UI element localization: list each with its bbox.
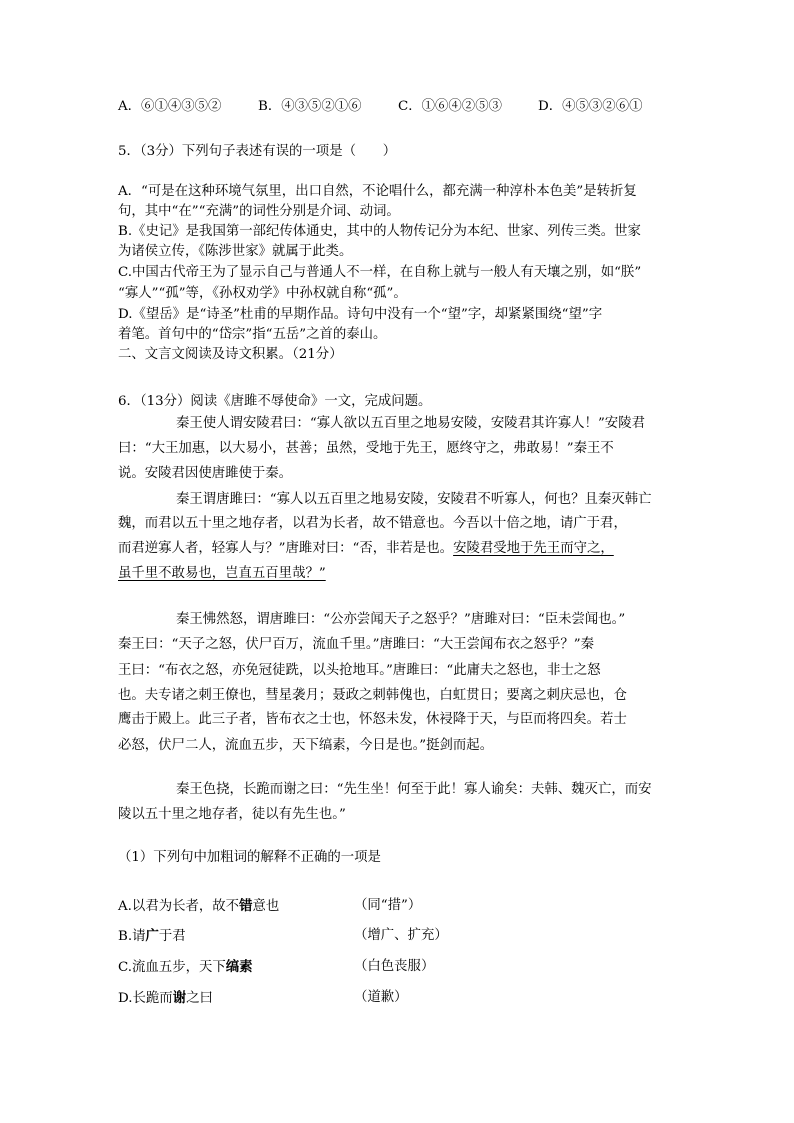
section-heading: 二、文言文阅读及诗文积累。（21分） (118, 347, 343, 362)
passage-p2-line2: 魏，而君以五十里之地存者，以君为长者，故不错意也。今吾以十倍之地，请广于君， (118, 516, 627, 531)
q5-option-a-line2: 句，其中“在”“充满”的词性分别是介词、动词。 (118, 204, 400, 219)
q5-option-d-line1: D.《望岳》是“诗圣”杜甫的早期作品。诗句中没有一个“望”字，却紧紧围绕“望”字 (118, 307, 603, 322)
q6-sub1-option-c-gloss: （白色丧服） (354, 959, 435, 974)
passage-p1-line3: 说。安陵君因使唐雎使于秦。 (118, 466, 293, 481)
passage-p3-line2: 秦王曰：“天子之怒，伏尸百万，流血千里。”唐雎曰：“大王尝闻布衣之怒乎？”秦 (118, 637, 594, 652)
q6-sub1-option-a: A.以君为长者，故不错意也 (118, 898, 280, 914)
passage-p2-line4 (118, 564, 326, 584)
passage-p4-line2: 陵以五十里之地存者，徒以有先生也。” (118, 807, 346, 822)
q6-sub1-stem: （1）下列句中加粗词的解释不正确的一项是 (118, 850, 381, 865)
q6-sub1-option-d: D.长跪而谢之曰 (118, 990, 213, 1006)
passage-p3-line1: 秦王怫然怒，谓唐雎曰：“公亦尝闻天子之怒乎？”唐雎对曰：“臣未尝闻也。” (176, 612, 626, 627)
bold-word: 谢 (172, 990, 187, 1006)
q5-option-d-line2: 着笔。首句中的“岱宗”指“五岳”之首的泰山。 (118, 327, 387, 342)
passage-p3-line4: 也。夫专诸之刺王僚也，彗星袭月；聂政之刺韩傀也，白虹贯日；要离之刺庆忌也，仓 (118, 688, 627, 703)
passage-p4-line1: 秦王色挠，长跪而谢之曰：“先生坐！何至于此！寡人谕矣：夫韩、魏灭亡，而安 (176, 782, 652, 797)
bold-word: 缟素 (225, 959, 253, 975)
bold-word: 广 (145, 928, 159, 944)
passage-p2-line1: 秦王谓唐雎曰：“寡人以五百里之地易安陵，安陵君不听寡人，何也？且秦灭韩亡 (176, 492, 652, 507)
passage-p3-line3: 王曰：“布衣之怒，亦免冠徒跣，以头抢地耳。”唐雎曰：“此庸夫之怒也，非士之怒 (118, 663, 601, 678)
passage-p3-line5: 鹰击于殿上。此三子者，皆布衣之士也，怀怒未发，休祲降于天，与臣而将四矣。若士 (118, 712, 627, 727)
q5-option-c-line1: C.中国古代帝王为了显示自己与普通人不一样，在自称上就与一般人有天壤之别，如“朕” (118, 265, 642, 280)
q6-sub1-option-c: C.流血五步，天下缟素 (118, 959, 253, 975)
bold-word: 错 (239, 898, 253, 914)
q4-option-c: C．①⑥④②⑤③ (398, 99, 502, 114)
passage-p3-line6: 必怒，伏尸二人，流血五步，天下缟素，今日是也。”挺剑而起。 (118, 738, 494, 753)
passage-p1-line1: 秦王使人谓安陵君曰：“寡人欲以五百里之地易安陵，安陵君其许寡人！”安陵君 (176, 416, 645, 431)
q6-sub1-option-b-gloss: （增广、扩充） (354, 928, 448, 943)
q6-stem: 6．（13分）阅读《唐雎不辱使命》一文，完成问题。 (118, 394, 432, 409)
passage-p1-line2: 曰：“大王加惠，以大易小，甚善；虽然，受地于先王，愿终守之，弗敢易！”秦王不 (118, 441, 614, 456)
q4-option-a: A．⑥①④③⑤② (118, 99, 222, 114)
q4-option-b: B．④③⑤②①⑥ (258, 99, 362, 114)
passage-underlined-sentence-part1: 安陵君受地于先王而守之， (453, 541, 614, 556)
q5-option-b-line1: B.《史记》是我国第一部纪传体通史，其中的人物传记分为本纪、世家、列传三类。世家 (118, 224, 641, 239)
q5-option-c-line2: “寡人”“孤”等，《孙权劝学》中孙权就自称“孤”。 (118, 286, 407, 301)
q5-option-b-line2: 为诸侯立传，《陈涉世家》就属于此类。 (118, 244, 353, 259)
passage-p2-line3 (118, 539, 614, 559)
q6-sub1-option-d-gloss: （道歉） (354, 990, 408, 1005)
passage-underlined-sentence-part2: 虽千里不敢易也，岂直五百里哉？” (118, 566, 326, 581)
q6-sub1-option-a-gloss: （同“措”） (354, 898, 422, 913)
q5-option-a-line1: A．“可是在这种环境气氛里，出口自然，不论唱什么，都充满一种淳朴本色美”是转折复 (118, 184, 637, 199)
q4-option-d: D．④⑤③②⑥① (538, 99, 643, 114)
q6-sub1-option-b: B.请广于君 (118, 928, 186, 944)
q5-stem: 5．（3分）下列句子表述有误的一项是（ ） (118, 144, 397, 159)
passage-p2-line3-plain: 而君逆寡人者，轻寡人与？”唐雎对曰：“否，非若是也。 (118, 541, 454, 556)
